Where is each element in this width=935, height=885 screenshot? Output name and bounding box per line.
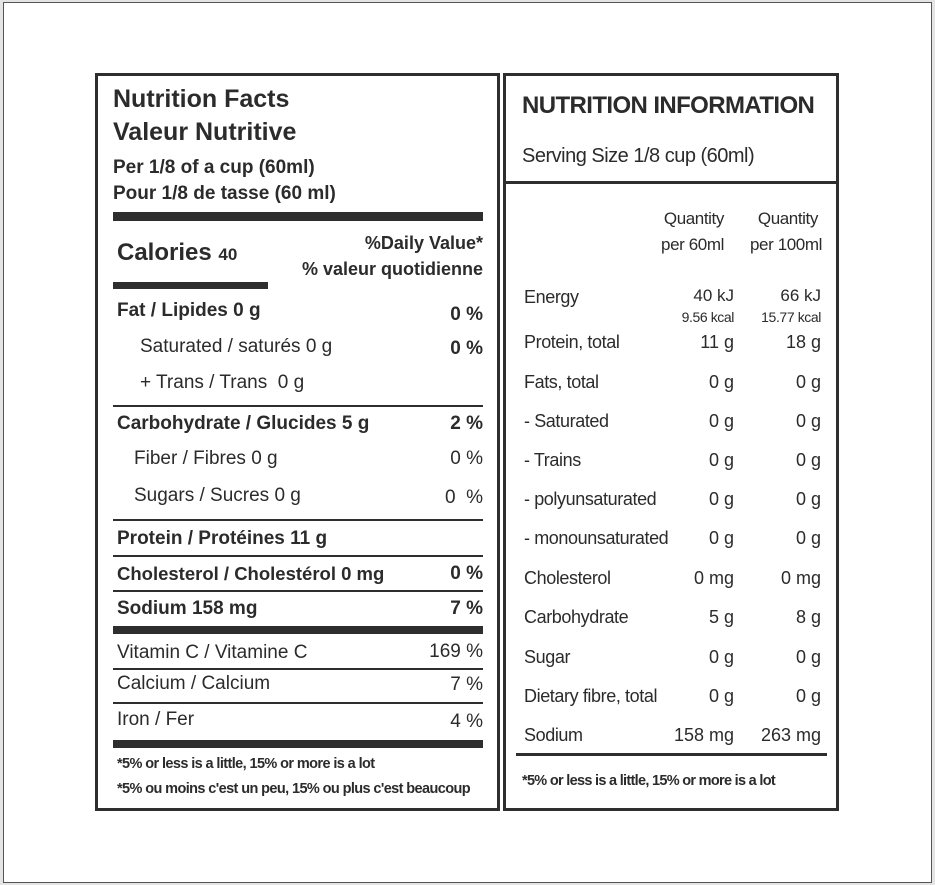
info-v2-sugar: 0 g <box>795 647 821 667</box>
info-v1b-energy: 9.56 kcal <box>681 309 734 325</box>
info-v2-trains: 0 g <box>795 450 821 470</box>
info-label-sodium: Sodium <box>524 725 583 745</box>
nutrient-dv-fat: 0 % <box>450 304 483 325</box>
footnote-fr: *5% ou moins c'est un peu, 15% ou plus c'est beaucoup <box>117 781 470 797</box>
info-label-protein: Protein, total <box>524 332 620 352</box>
nutrition-information-panel <box>503 73 839 811</box>
nutrient-dv-calcium: 7 % <box>450 674 483 695</box>
col1-header-2: per 60ml <box>661 235 724 254</box>
serving-en: Per 1/8 of a cup (60ml) <box>113 157 315 178</box>
footnote-en: *5% or less is a little, 15% or more is a lot <box>117 756 375 772</box>
nutrient-label-sodium: Sodium 158 mg <box>117 598 258 619</box>
divider <box>113 590 483 592</box>
info-v2-saturated: 0 g <box>795 411 821 431</box>
nutrient-dv-vitamin-c: 169 % <box>429 641 483 662</box>
nutrient-dv-sodium: 7 % <box>450 598 483 619</box>
info-v2-carbohydrate: 8 g <box>795 607 821 627</box>
info-v1-energy: 40 kJ <box>693 286 734 305</box>
info-v2-sodium: 263 mg <box>760 725 821 745</box>
nutrient-label-vitamin-c: Vitamin C / Vitamine C <box>117 642 308 663</box>
info-v2-fats: 0 g <box>795 372 821 392</box>
nutrient-dv-iron: 4 % <box>450 711 483 732</box>
nutrient-dv-saturated: 0 % <box>450 338 483 359</box>
nutrient-label-sugars: Sugars / Sucres 0 g <box>134 485 301 506</box>
calories-label: Calories 40 <box>117 239 238 266</box>
thick-divider <box>113 626 483 634</box>
footer-divider <box>516 753 827 756</box>
info-v1-trains: 0 g <box>708 450 734 470</box>
col2-header-2: per 100ml <box>750 235 822 254</box>
nutrient-label-protein: Protein / Protéines 11 g <box>117 528 328 549</box>
nutrient-label-carbohydrate: Carbohydrate / Glucides 5 g <box>117 413 370 434</box>
info-v2-protein: 18 g <box>785 332 821 352</box>
info-v1-dietary-fibre: 0 g <box>708 686 734 706</box>
nutrient-label-iron: Iron / Fer <box>117 709 195 730</box>
info-v2-polyunsaturated: 0 g <box>795 489 821 509</box>
thick-divider <box>113 740 483 748</box>
info-v2-cholesterol: 0 mg <box>780 568 821 588</box>
title-fr: Valeur Nutritive <box>113 118 297 146</box>
divider <box>113 519 483 521</box>
col2-header-1: Quantity <box>757 209 818 228</box>
info-label-polyunsaturated: - polyunsaturated <box>524 489 657 509</box>
info-v1-sugar: 0 g <box>708 647 734 667</box>
info-v1-carbohydrate: 5 g <box>708 607 734 627</box>
info-label-cholesterol: Cholesterol <box>524 568 611 588</box>
nutrient-label-calcium: Calcium / Calcium <box>117 673 271 694</box>
nutrition-facts-panel <box>95 73 500 811</box>
info-v1-polyunsaturated: 0 g <box>708 489 734 509</box>
calories-underline <box>113 282 268 289</box>
info-v1-monounsaturated: 0 g <box>708 528 734 548</box>
info-v2-monounsaturated: 0 g <box>795 528 821 548</box>
nutrient-label-fiber: Fiber / Fibres 0 g <box>134 448 278 469</box>
title-en: Nutrition Facts <box>113 85 290 113</box>
dv-header-en: %Daily Value* <box>364 233 483 253</box>
calories-value: 40 <box>218 245 238 264</box>
info-title: NUTRITION INFORMATION <box>522 92 815 119</box>
info-v1-sodium: 158 mg <box>673 725 734 745</box>
info-label-dietary-fibre: Dietary fibre, total <box>524 686 658 706</box>
info-serving-size: Serving Size 1/8 cup (60ml) <box>522 145 755 167</box>
info-v1-cholesterol: 0 mg <box>693 568 734 588</box>
serving-fr: Pour 1/8 de tasse (60 ml) <box>113 183 336 204</box>
info-v1-fats: 0 g <box>708 372 734 392</box>
info-label-monounsaturated: - monounsaturated <box>524 528 669 548</box>
divider <box>113 668 483 670</box>
dv-header-fr: % valeur quotidienne <box>301 259 483 279</box>
thick-divider <box>113 212 483 221</box>
nutrient-dv-cholesterol: 0 % <box>450 563 483 584</box>
info-label-trains: - Trains <box>524 450 581 470</box>
info-v2b-energy: 15.77 kcal <box>761 309 821 325</box>
col1-header-1: Quantity <box>663 209 724 228</box>
info-label-fats: Fats, total <box>524 372 599 392</box>
nutrient-label-cholesterol: Cholesterol / Cholestérol 0 mg <box>117 563 385 584</box>
header-divider <box>506 181 836 184</box>
divider <box>113 405 483 407</box>
info-label-carbohydrate: Carbohydrate <box>524 607 629 627</box>
nutrient-label-trans: + Trans / Trans 0 g <box>140 372 305 393</box>
nutrient-dv-fiber: 0 % <box>450 448 483 469</box>
nutrient-label-fat: Fat / Lipides 0 g <box>117 300 261 321</box>
info-v2-energy: 66 kJ <box>780 286 821 305</box>
divider <box>113 555 483 557</box>
info-v1-saturated: 0 g <box>708 411 734 431</box>
nutrient-dv-carbohydrate: 2 % <box>450 413 483 434</box>
info-v2-dietary-fibre: 0 g <box>795 686 821 706</box>
nutrient-dv-sugars: 0 % <box>444 487 483 508</box>
info-v1-protein: 11 g <box>700 332 734 352</box>
info-footnote: *5% or less is a little, 15% or more is a lot <box>522 773 775 789</box>
info-label-energy: Energy <box>524 287 579 307</box>
nutrient-label-saturated: Saturated / saturés 0 g <box>140 336 333 357</box>
info-label-saturated: - Saturated <box>524 411 609 431</box>
info-label-sugar: Sugar <box>524 647 571 667</box>
divider <box>113 702 483 704</box>
